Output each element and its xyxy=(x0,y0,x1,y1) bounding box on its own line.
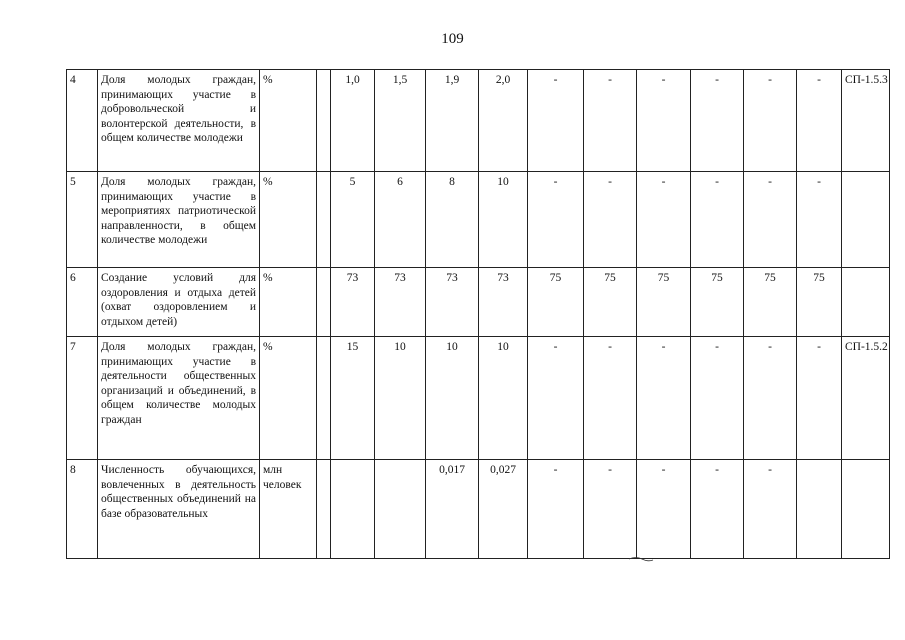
pen-mark xyxy=(628,556,654,562)
value-cell xyxy=(375,460,426,559)
row-number: 4 xyxy=(67,70,98,172)
table-row xyxy=(67,337,890,460)
value-cell: - xyxy=(691,337,744,460)
value-cell: 75 xyxy=(637,268,691,337)
value-cell: 10 xyxy=(426,337,479,460)
value-cell: - xyxy=(637,460,691,559)
code-cell: СП-1.5.3 xyxy=(842,70,890,172)
value-cell: 0,017 xyxy=(426,460,479,559)
value-cell xyxy=(317,337,331,460)
code-cell: СП-1.5.2 xyxy=(842,337,890,460)
value-cell: 15 xyxy=(331,337,375,460)
value-cell: 6 xyxy=(375,172,426,268)
value-cell: - xyxy=(584,460,637,559)
unit-cell: % xyxy=(260,268,317,337)
value-cell: 2,0 xyxy=(479,70,528,172)
page-number: 109 xyxy=(441,31,464,47)
value-cell: 75 xyxy=(744,268,797,337)
value-cell: 1,9 xyxy=(426,70,479,172)
value-cell xyxy=(317,172,331,268)
value-cell: - xyxy=(584,172,637,268)
value-cell: 75 xyxy=(797,268,842,337)
value-cell: - xyxy=(744,337,797,460)
code-cell xyxy=(842,460,890,559)
value-cell: - xyxy=(797,70,842,172)
table-row xyxy=(67,70,890,172)
unit-cell: % xyxy=(260,70,317,172)
indicators-table xyxy=(66,69,890,559)
row-number: 6 xyxy=(67,268,98,337)
unit-cell: % xyxy=(260,337,317,460)
value-cell: 73 xyxy=(331,268,375,337)
value-cell: 73 xyxy=(375,268,426,337)
row-number: 7 xyxy=(67,337,98,460)
table-row xyxy=(67,460,890,559)
value-cell xyxy=(317,460,331,559)
value-cell: - xyxy=(691,172,744,268)
value-cell: - xyxy=(584,337,637,460)
indicator-name: Доля молодых граждан, принимающих участие в мероприятиях патриотической направленности, в общем количестве молодежи xyxy=(98,172,260,268)
code-cell xyxy=(842,268,890,337)
value-cell: 75 xyxy=(584,268,637,337)
value-cell: - xyxy=(744,70,797,172)
value-cell: 73 xyxy=(479,268,528,337)
value-cell: 0,027 xyxy=(479,460,528,559)
value-cell: - xyxy=(528,460,584,559)
value-cell xyxy=(797,460,842,559)
value-cell: - xyxy=(691,70,744,172)
value-cell: - xyxy=(584,70,637,172)
code-cell xyxy=(842,172,890,268)
value-cell: - xyxy=(797,172,842,268)
row-number: 5 xyxy=(67,172,98,268)
value-cell: - xyxy=(528,337,584,460)
value-cell xyxy=(317,268,331,337)
value-cell: - xyxy=(528,70,584,172)
value-cell: - xyxy=(637,337,691,460)
value-cell: 73 xyxy=(426,268,479,337)
value-cell: 75 xyxy=(528,268,584,337)
value-cell: - xyxy=(691,460,744,559)
unit-cell: млн человек xyxy=(260,460,317,559)
value-cell: 1,5 xyxy=(375,70,426,172)
unit-cell: % xyxy=(260,172,317,268)
value-cell: 75 xyxy=(691,268,744,337)
indicator-name: Доля молодых граждан, принимающих участие в добровольческой и волонтерской деятельности, в общем количестве молодежи xyxy=(98,70,260,172)
value-cell: - xyxy=(637,70,691,172)
table-row xyxy=(67,268,890,337)
value-cell xyxy=(331,460,375,559)
indicator-name: Численность обучающихся, вовлеченных в деятельность общественных объединений на базе образовательных xyxy=(98,460,260,559)
value-cell: 10 xyxy=(375,337,426,460)
indicator-name: Создание условий для оздоровления и отдыха детей (охват оздоровлением и отдыхом детей) xyxy=(98,268,260,337)
value-cell: - xyxy=(797,337,842,460)
value-cell: - xyxy=(637,172,691,268)
value-cell: 8 xyxy=(426,172,479,268)
value-cell: 1,0 xyxy=(331,70,375,172)
value-cell: - xyxy=(744,172,797,268)
value-cell: 5 xyxy=(331,172,375,268)
table-row xyxy=(67,172,890,268)
value-cell: 10 xyxy=(479,172,528,268)
value-cell: - xyxy=(528,172,584,268)
indicator-name: Доля молодых граждан, принимающих участие в деятельности общественных организаций и объединений, в общем количестве молодых граждан xyxy=(98,337,260,460)
value-cell xyxy=(317,70,331,172)
value-cell: - xyxy=(744,460,797,559)
row-number: 8 xyxy=(67,460,98,559)
value-cell: 10 xyxy=(479,337,528,460)
